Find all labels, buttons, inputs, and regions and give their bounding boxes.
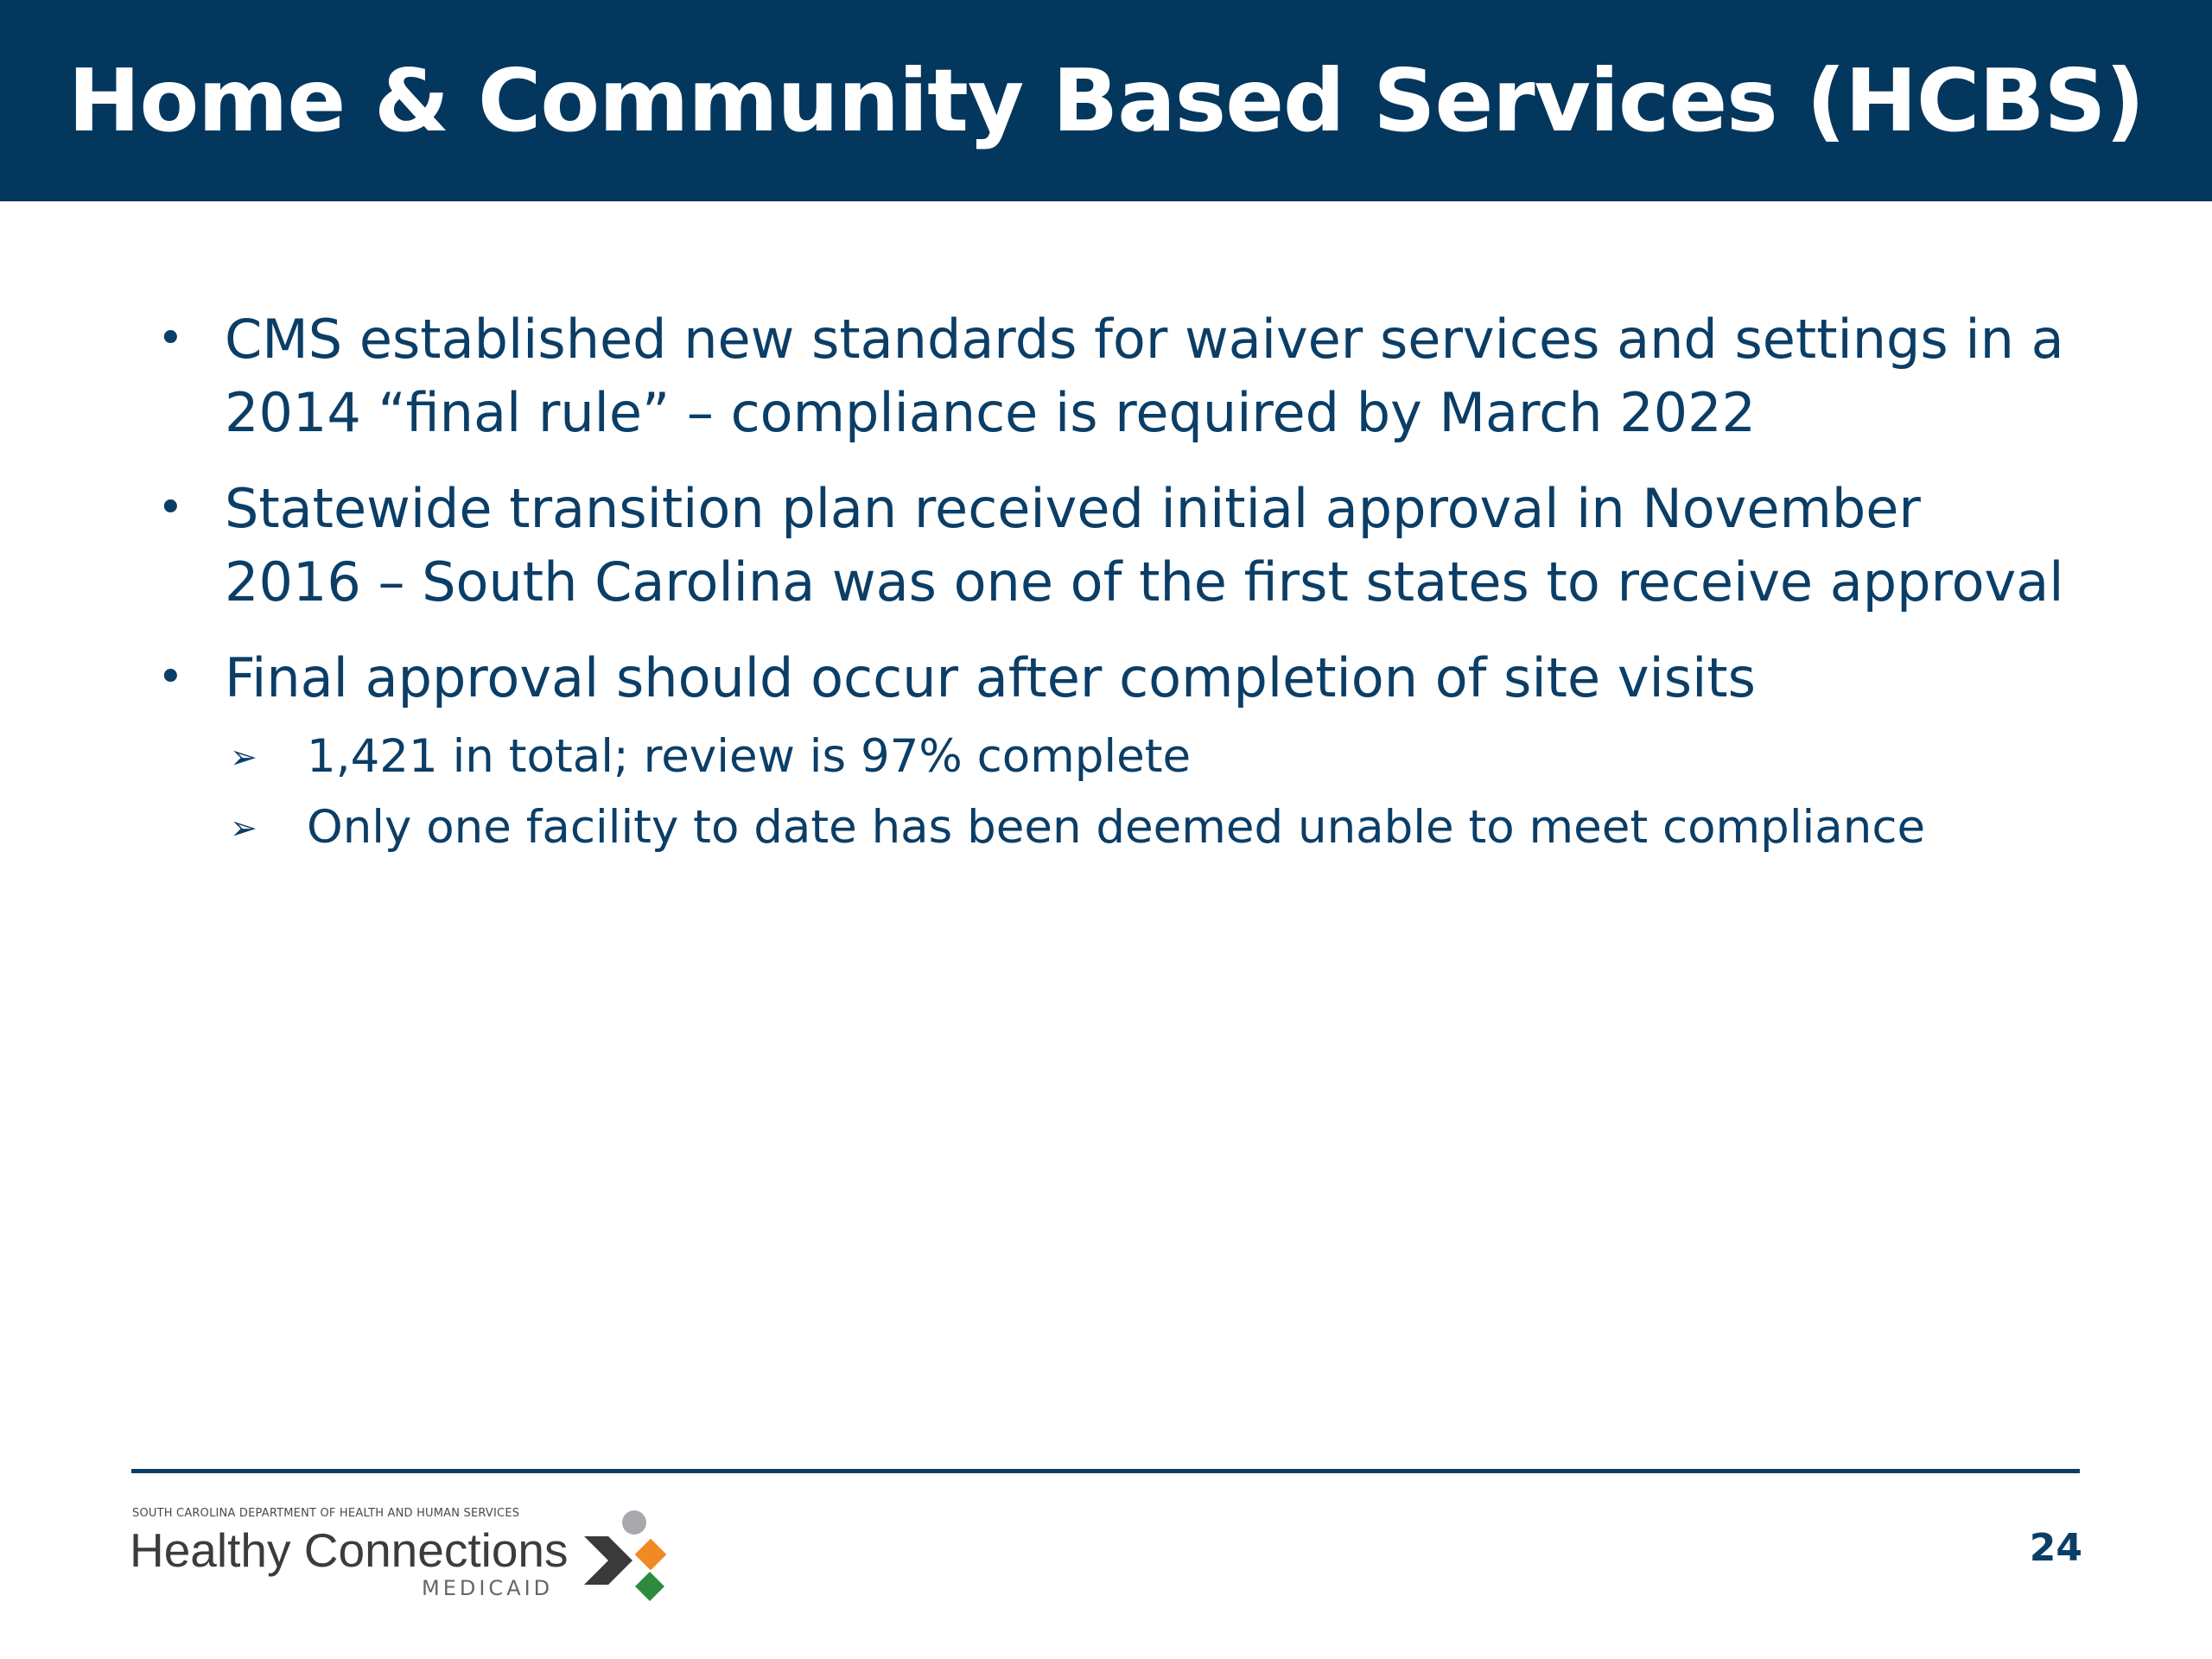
sub-bullet-text: Only one facility to date has been deemed unable to meet compliance <box>307 801 1926 854</box>
bullet-text: Final approval should occur after completion of site visits <box>225 646 1756 709</box>
sub-bullet-item <box>225 721 2065 792</box>
bullet-dot-icon: • <box>157 482 184 534</box>
bullet-item <box>147 472 2065 619</box>
arrow-bullet-icon: ➢ <box>230 809 257 847</box>
arrow-bullet-icon: ➢ <box>230 738 257 776</box>
healthy-connections-logo <box>130 1503 683 1607</box>
slide-title: Home & Community Based Services (HCBS) <box>67 50 2145 151</box>
bullet-text: CMS established new standards for waiver services and settings in a 2014 “final rule” – compliance is required by March 2022 <box>225 308 2064 444</box>
logo-main-text: Healthy Connections <box>130 1523 569 1577</box>
bullet-text: Statewide transition plan received initial approval in November 2016 – South Carolina was one of the first states to receive approval <box>225 477 2064 613</box>
logo-agency-text: SOUTH CAROLINA DEPARTMENT OF HEALTH AND HUMAN SERVICES <box>132 1507 520 1520</box>
bullet-list <box>147 302 2065 863</box>
bullet-dot-icon: • <box>157 313 184 365</box>
sub-bullet-text: 1,421 in total; review is 97% complete <box>307 730 1192 783</box>
footer-divider <box>131 1469 2080 1473</box>
logo-sub-text: MEDICAID <box>422 1576 554 1600</box>
sub-bullet-list <box>225 721 2065 863</box>
bullet-dot-icon: • <box>157 652 184 703</box>
logo-mark-icon <box>579 1510 674 1605</box>
slide-body <box>147 302 2065 886</box>
sub-bullet-item <box>225 792 2065 863</box>
page-number: 24 <box>2029 1526 2082 1570</box>
bullet-item <box>147 302 2065 449</box>
bullet-item <box>147 641 2065 863</box>
